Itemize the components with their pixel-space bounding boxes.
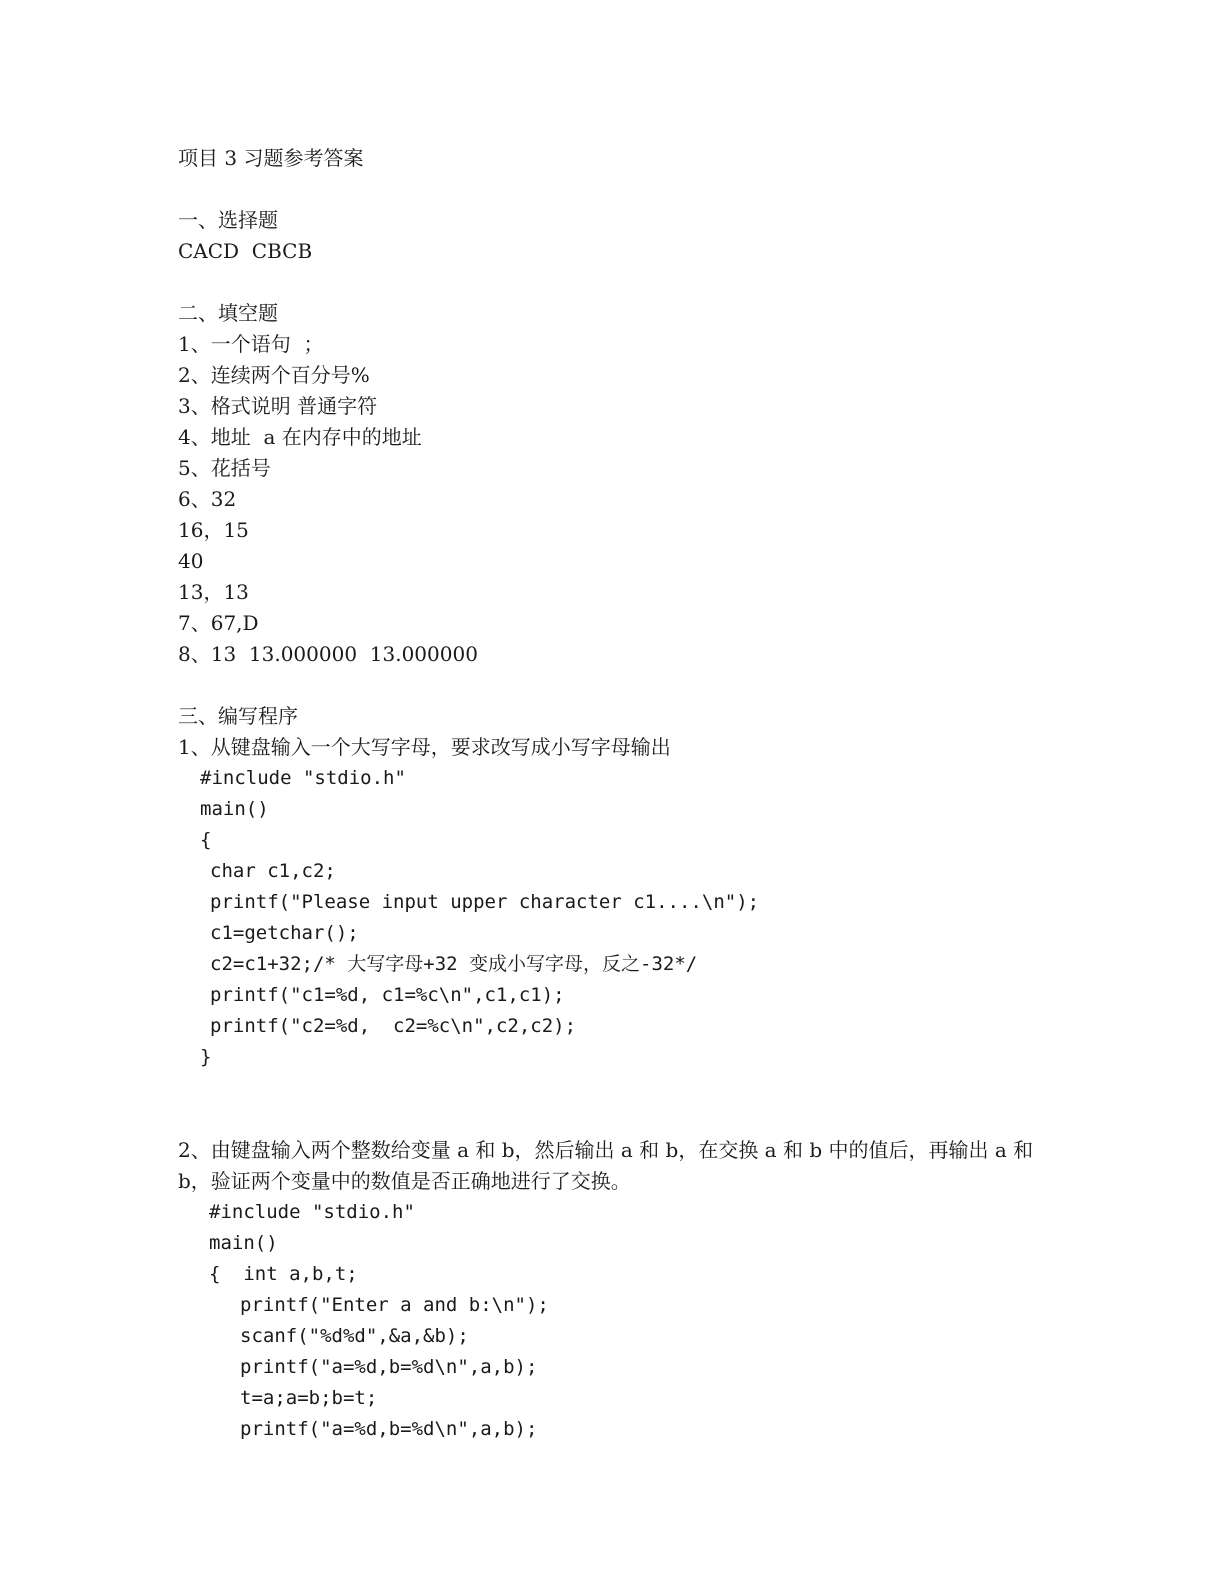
document-title: 项目 3 习题参考答案: [178, 146, 364, 170]
section-fill-in-blank: [178, 298, 1058, 670]
answer-line: 7、67,D: [178, 611, 259, 635]
answer-line: 13，13: [178, 580, 249, 604]
answer-line: 3、格式说明 普通字符: [178, 394, 378, 418]
code-line: main(): [200, 798, 269, 820]
program-question: 2、由键盘输入两个整数给变量 a 和 b，然后输出 a 和 b，在交换 a 和 b 中的值后，再输出 a 和 b，验证两个变量中的数值是否正确地进行了交换。: [178, 1138, 1034, 1193]
code-line: printf("a=%d,b=%d\n",a,b);: [240, 1356, 538, 1378]
spacer: [178, 670, 1058, 701]
answer-line: 40: [178, 549, 204, 573]
answer-line: 6、32: [178, 487, 237, 511]
section-multiple-choice: [178, 205, 1058, 267]
code-line: printf("a=%d,b=%d\n",a,b);: [240, 1418, 538, 1440]
answer-line: 8、13 13.000000 13.000000: [178, 642, 478, 666]
program-1: [178, 732, 1058, 1073]
code-line: scanf("%d%d",&a,&b);: [240, 1325, 469, 1347]
spacer: [178, 1073, 1058, 1104]
code-line: #include "stdio.h": [209, 1201, 415, 1223]
code-line: }: [200, 1046, 212, 1068]
answer-line: 1、一个语句 ；: [178, 332, 324, 356]
code-line: main(): [209, 1232, 278, 1254]
section-heading: 三、编写程序: [178, 704, 298, 728]
code-block: [178, 763, 1058, 1073]
answer-line: 4、地址 a 在内存中的地址: [178, 425, 422, 449]
answer-line: 2、连续两个百分号%: [178, 363, 370, 387]
section-heading: 二、填空题: [178, 301, 278, 325]
code-line: {: [200, 829, 212, 851]
spacer: [178, 1104, 1058, 1135]
code-block: [178, 1197, 1058, 1445]
code-line: char c1,c2;: [210, 860, 336, 882]
code-line: printf("c2=%d, c2=%c\n",c2,c2);: [210, 1015, 577, 1037]
answer-line: 16，15: [178, 518, 249, 542]
section-heading: 一、选择题: [178, 208, 278, 232]
code-line: { int a,b,t;: [209, 1263, 358, 1285]
code-line: c2=c1+32;/* 大写字母+32 变成小写字母，反之-32*/: [210, 953, 698, 975]
code-line: c1=getchar();: [210, 922, 359, 944]
document-page: [178, 143, 1058, 1445]
code-line: t=a;a=b;b=t;: [240, 1387, 378, 1409]
code-line: printf("Enter a and b:\n");: [240, 1294, 549, 1316]
answer-line: 5、花括号: [178, 456, 271, 480]
code-line: printf("c1=%d, c1=%c\n",c1,c1);: [210, 984, 565, 1006]
section-programming: [178, 701, 1058, 1445]
spacer: [178, 267, 1058, 298]
program-question: 1、从键盘输入一个大写字母，要求改写成小写字母输出: [178, 735, 671, 759]
code-line: printf("Please input upper character c1....\n");: [210, 891, 760, 913]
program-2: [178, 1135, 1058, 1445]
choice-answers: CACD CBCB: [178, 239, 313, 263]
code-line: #include "stdio.h": [200, 767, 406, 789]
